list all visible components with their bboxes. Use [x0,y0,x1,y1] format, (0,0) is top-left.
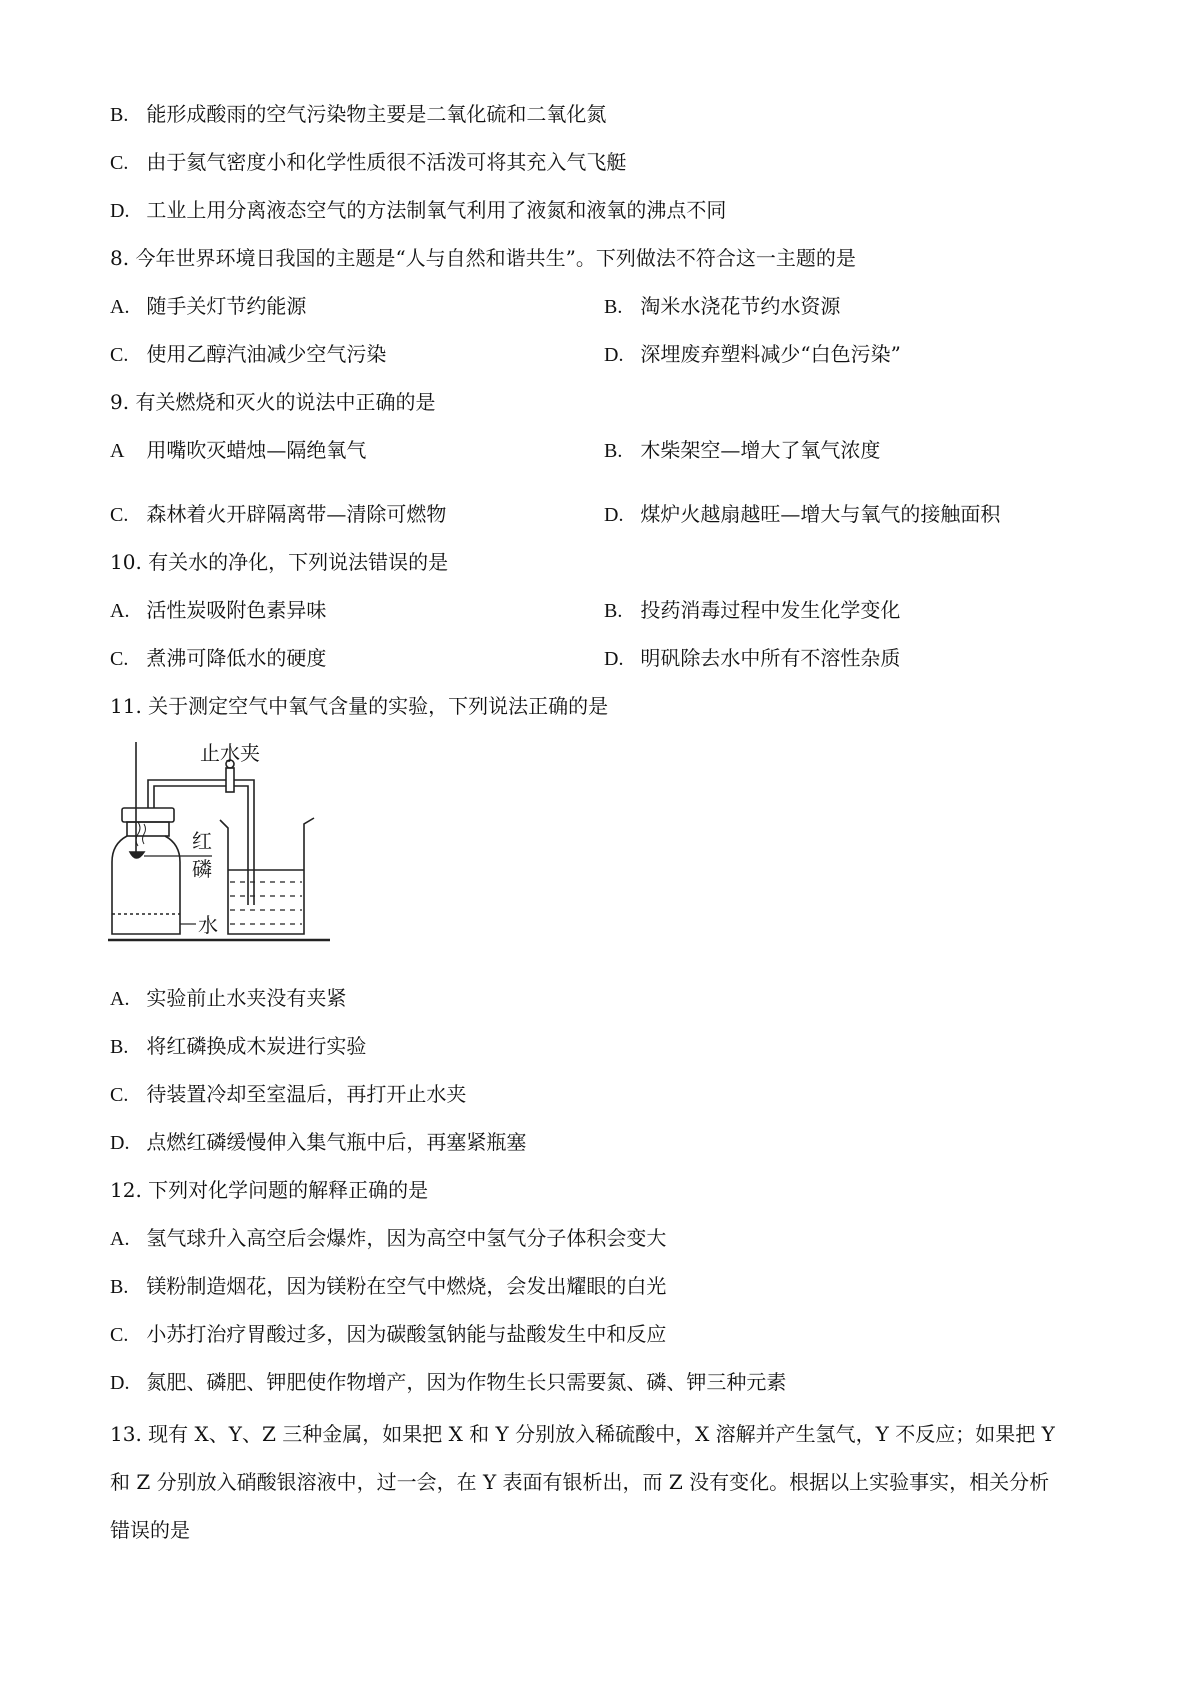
q8-stem: 8. 今年世界环境日我国的主题是“人与自然和谐共生”。下列做法不符合这一主题的是 [110,246,856,270]
q13-stem-line-3: 错误的是 [110,1518,190,1542]
option-label: C. [110,648,129,670]
q9-option-b [604,436,880,465]
option-label: D. [604,504,624,526]
option-label: C. [110,504,129,526]
option-label: D. [110,1132,130,1154]
option-text: 待装置冷却至室温后，再打开止水夹 [146,1082,467,1106]
option-label: C. [110,1324,129,1346]
option-label: D. [110,200,130,222]
option-label: B. [604,440,623,462]
option-text: 明矾除去水中所有不溶性杂质 [640,646,901,670]
option-label: A. [110,296,130,318]
apparatus-figure [108,740,348,955]
option-label: B. [604,600,623,622]
q7-option-d [110,196,726,225]
beaker-water [230,882,302,924]
q11-option-a [110,984,346,1013]
option-label: D. [110,1372,130,1394]
label-phosphorus-2: 磷 [192,857,212,881]
q11-stem: 11. 关于测定空气中氧气含量的实验，下列说法正确的是 [110,694,609,718]
option-text: 能形成酸雨的空气污染物主要是二氧化硫和二氧化氮 [146,102,607,126]
beaker [220,818,314,934]
option-text: 氮肥、磷肥、钾肥使作物增产，因为作物生长只需要氮、磷、钾三种元素 [146,1370,787,1394]
q10-option-b [604,596,900,625]
q8-option-b [604,292,840,321]
option-label: A. [110,1228,130,1250]
option-text: 点燃红磷缓慢伸入集气瓶中后，再塞紧瓶塞 [146,1130,527,1154]
q8-option-d [604,340,901,369]
q12-option-a [110,1224,666,1253]
option-text: 氢气球升入高空后会爆炸，因为高空中氢气分子体积会变大 [146,1226,667,1250]
label-clamp: 止水夹 [200,741,260,765]
q8-option-c [110,340,386,369]
q10-stem: 10. 有关水的净化，下列说法错误的是 [110,550,449,574]
q11-option-b [110,1032,366,1061]
option-label: A. [110,988,130,1010]
collecting-jar [112,836,180,934]
q7-option-b [110,100,606,129]
label-water: 水 [198,913,218,937]
q13-stem-line-2: 和 Z 分别放入硝酸银溶液中，过一会，在 Y 表面有银析出，而 Z 没有变化。根据以上实验事实，相关分析 [110,1470,1050,1494]
option-text: 镁粉制造烟花，因为镁粉在空气中燃烧，会发出耀眼的白光 [146,1274,667,1298]
stopper-lower [127,822,169,836]
option-text: 木柴架空—增大了氧气浓度 [640,438,881,462]
q9-option-a [110,436,366,465]
option-text: 工业上用分离液态空气的方法制氧气利用了液氮和液氧的沸点不同 [146,198,727,222]
water-clamp [226,768,234,792]
option-text: 森林着火开辟隔离带—清除可燃物 [146,502,447,526]
option-label: C. [110,1084,129,1106]
option-text: 煮沸可降低水的硬度 [146,646,327,670]
option-text: 由于氦气密度小和化学性质很不活泼可将其充入气飞艇 [146,150,627,174]
option-label: B. [110,1036,129,1058]
q11-option-d [110,1128,526,1157]
q8-option-a [110,292,306,321]
option-label: C. [110,152,129,174]
smoke [143,824,146,844]
option-label: B. [604,296,623,318]
option-text: 用嘴吹灭蜡烛—隔绝氧气 [146,438,367,462]
label-phosphorus-1: 红 [192,829,212,853]
option-text: 深埋废弃塑料减少“白色污染” [640,342,901,366]
q10-option-d [604,644,900,673]
q12-option-b [110,1272,666,1301]
option-label: D. [604,648,624,670]
q12-option-c [110,1320,666,1349]
option-text: 随手关灯节约能源 [146,294,307,318]
q9-stem: 9. 有关燃烧和灭火的说法中正确的是 [110,390,436,414]
q10-option-a [110,596,326,625]
option-text: 使用乙醇汽油减少空气污染 [146,342,387,366]
stopper [122,808,174,822]
q12-stem: 12. 下列对化学问题的解释正确的是 [110,1178,429,1202]
q13-stem-line-1: 13. 现有 X、Y、Z 三种金属，如果把 X 和 Y 分别放入稀硫酸中，X 溶解并产生氢气，Y 不反应；如果把 Y [110,1422,1055,1446]
option-label: B. [110,104,129,126]
q10-option-c [110,644,326,673]
option-text: 小苏打治疗胃酸过多，因为碳酸氢钠能与盐酸发生中和反应 [146,1322,667,1346]
q11-option-c [110,1080,466,1109]
q7-option-c [110,148,626,177]
option-label: A. [110,600,130,622]
option-text: 投药消毒过程中发生化学变化 [640,598,901,622]
q12-option-d [110,1368,786,1397]
option-text: 活性炭吸附色素异味 [146,598,327,622]
option-label: C. [110,344,129,366]
option-label: A [110,440,125,462]
option-text: 淘米水浇花节约水资源 [640,294,841,318]
combustion-spoon [130,852,144,858]
option-text: 实验前止水夹没有夹紧 [146,986,347,1010]
q9-option-d [604,500,1000,529]
apparatus-diagram [108,740,348,955]
q9-option-c [110,500,446,529]
option-text: 将红磷换成木炭进行实验 [146,1034,367,1058]
option-label: B. [110,1276,129,1298]
option-text: 煤炉火越扇越旺—增大与氧气的接触面积 [640,502,1001,526]
option-label: D. [604,344,624,366]
